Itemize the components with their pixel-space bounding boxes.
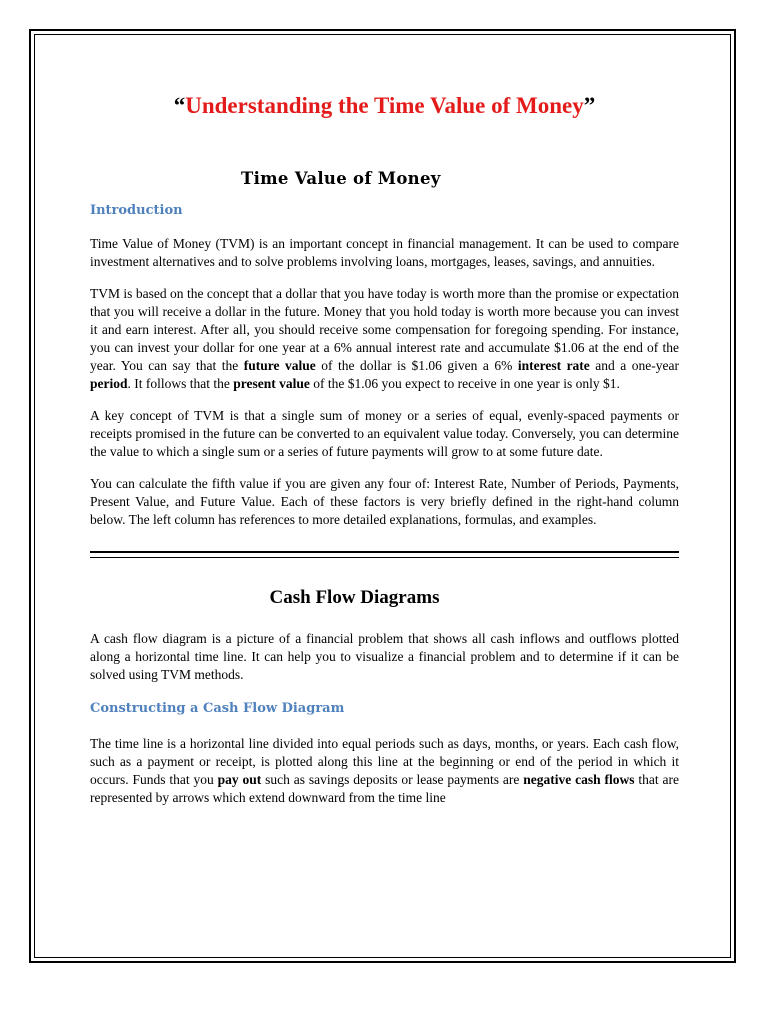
heading-time-value-of-money: Time Value of Money [241,169,441,188]
document-title [90,88,679,124]
key-concept-paragraph: A key concept of TVM is that a single sum of money or a series of equal, evenly-spaced payments or receipts promised in the future can be converted to an equivalent value today. Conversely, you can determine the value to which a single sum or a series of future payments will grow to at some future date. [90,408,679,459]
term-future-value: future value [243,358,316,373]
timeline-text-1: The time line is a horizontal line divided into equal periods such as days, months, or years. Each cash flow, such as a payment or receipt, is plotted along this line at the beginning or end of the period in which it occurs. Funds that you [90,736,679,787]
title-open-quote: “ [173,93,186,118]
concept-text-1: TVM is based on the concept that a dollar that you have today is worth more than the promise or expectation that you will receive a dollar in the future. Money that you hold today is worth more because you can invest it and earn interest. After all, you should receive some compensation for foregoing spending. For instance, you can invest your dollar for one year at a 6% annual interest rate and accumulate $1.06 at the end of the year. You can say that the [90,286,679,373]
timeline-text-2: such as savings deposits or lease payments are [261,772,524,787]
fifth-value-paragraph: You can calculate the fifth value if you are given any four of: Interest Rate, Number of Periods, Payments, Present Value, and Future Value. Each of these factors is very briefly defined in the right-hand column below. The left column has references to more detailed explanations, formulas, and examples. [90,476,679,527]
concept-paragraph [90,285,679,393]
intro-paragraph: Time Value of Money (TVM) is an important concept in financial management. It can be used to compare investment alternatives and to solve problems involving loans, mortgages, leases, savings, and annuities. [90,236,679,269]
term-present-value: present value [233,376,310,391]
title-close-quote: ” [583,93,596,118]
concept-text-5: of the $1.06 you expect to receive in one year is only $1. [309,376,620,391]
term-interest-rate: interest rate [517,358,590,373]
section-divider [90,551,679,558]
concept-text-4: . It follows that the [127,376,234,391]
term-pay-out: pay out [217,772,262,787]
title-text: Understanding the Time Value of Money [185,93,584,118]
term-negative-cash-flows: negative cash flows [523,772,635,787]
timeline-text-3: that are represented by arrows which extend downward from the time line [90,772,679,805]
heading-constructing-cash-flow-diagram: Constructing a Cash Flow Diagram [90,701,345,716]
timeline-paragraph [90,735,679,807]
concept-text-2: of the dollar is $1.06 given a 6% [315,358,518,373]
term-period: period [90,376,128,391]
document-body [90,88,679,807]
cash-flow-paragraph: A cash flow diagram is a picture of a financial problem that shows all cash inflows and outflows plotted along a horizontal time line. It can help you to visualize a financial problem and to determine if it can be solved using TVM methods. [90,631,679,682]
heading-cash-flow-diagrams: Cash Flow Diagrams [269,587,440,608]
concept-text-3: and a one-year [589,358,679,373]
heading-introduction: Introduction [90,203,183,218]
